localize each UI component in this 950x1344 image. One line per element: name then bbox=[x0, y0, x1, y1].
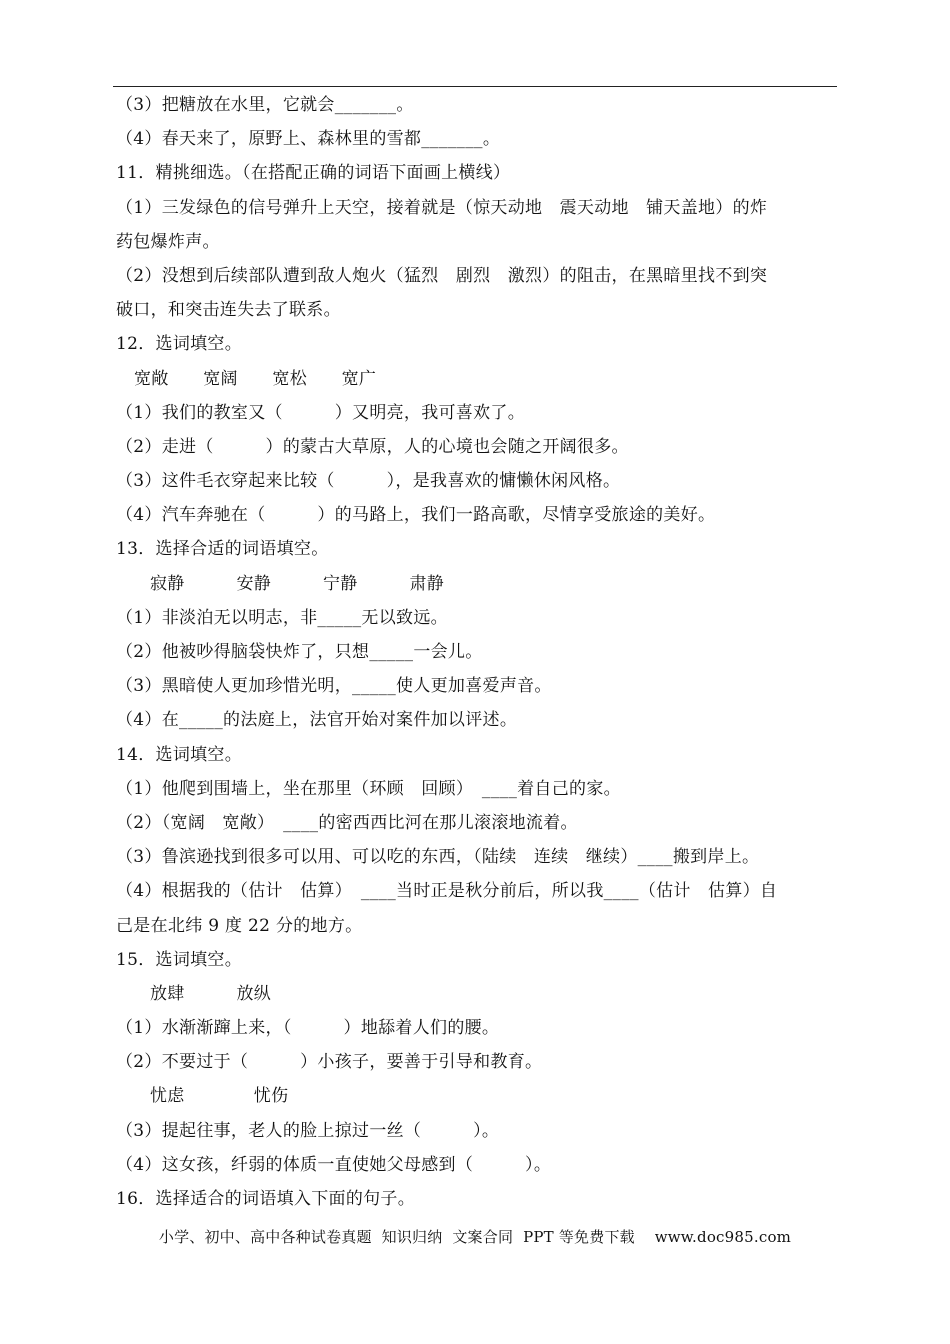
q14-item3: （3）鲁滨逊找到很多可以用、可以吃的东西，（陆续 连续 继续）____搬到岸上。 bbox=[116, 847, 760, 868]
q15-word-bank-2: 忧虑 忧伤 bbox=[150, 1086, 289, 1107]
q12-title: 12．选词填空。 bbox=[116, 334, 243, 355]
q13-word-bank: 寂静 安静 宁静 肃静 bbox=[150, 573, 445, 594]
document-body bbox=[116, 88, 836, 1216]
q12-item3: （3）这件毛衣穿起来比较（ ），是我喜欢的慵懒休闲风格。 bbox=[116, 471, 621, 492]
q13-item2: （2）他被吵得脑袋快炸了，只想_____一会儿。 bbox=[116, 642, 483, 662]
q15-title: 15．选词填空。 bbox=[116, 949, 243, 970]
q15-item2: （2）不要过于（ ）小孩子，要善于引导和教育。 bbox=[116, 1052, 543, 1073]
q11-item2-line1: （2）没想到后续部队遭到敌人炮火（猛烈 剧烈 激烈）的阻击，在黑暗里找不到突 bbox=[116, 265, 768, 286]
q11-title: 11．精挑细选。（在搭配正确的词语下面画上横线） bbox=[116, 163, 511, 184]
q14-item1: （1）他爬到围墙上，坐在那里（环顾 回顾） ____着自己的家。 bbox=[116, 778, 621, 799]
q13-item1: （1）非淡泊无以明志，非_____无以致远。 bbox=[116, 607, 448, 628]
q13-title: 13．选择合适的词语填空。 bbox=[116, 539, 329, 560]
q15-item1: （1）水渐渐蹿上来，（ ）地舔着人们的腰。 bbox=[116, 1018, 500, 1039]
page-footer: 小学、初中、高中各种试卷真题 知识归纳 文案合同 PPT 等免费下载 www.doc985.com bbox=[158, 1228, 792, 1246]
q12-item4: （4）汽车奔驰在（ ）的马路上，我们一路高歌，尽情享受旅途的美好。 bbox=[116, 505, 716, 526]
q12-word-bank: 宽敞 宽阔 宽松 宽广 bbox=[134, 368, 377, 389]
top-rule bbox=[113, 86, 837, 87]
q14-item4-line1: （4）根据我的（估计 估算） ____当时正是秋分前后，所以我____（估计 估算）自 bbox=[116, 881, 778, 902]
q14-item2: （2）（宽阔 宽敞） ____的密西西比河在那儿滚滚地流着。 bbox=[116, 812, 578, 833]
q13-item4: （4）在_____的法庭上，法官开始对案件加以评述。 bbox=[116, 710, 518, 731]
q14-item4-line2: 己是在北纬 9 度 22 分的地方。 bbox=[116, 915, 363, 936]
q12-item2: （2）走进（ ）的蒙古大草原，人的心境也会随之开阔很多。 bbox=[116, 436, 629, 457]
q16-title: 16．选择适合的词语填入下面的句子。 bbox=[116, 1189, 416, 1209]
q15-item4: （4）这女孩，纤弱的体质一直使她父母感到（ ）。 bbox=[116, 1154, 552, 1175]
q15-item3: （3）提起往事，老人的脸上掠过一丝（ ）。 bbox=[116, 1120, 500, 1141]
q10-item3: （3）把糖放在水里，它就会_______。 bbox=[116, 95, 414, 115]
q11-item1-line1: （1）三发绿色的信号弹升上天空，接着就是（惊天动地 震天动地 铺天盖地）的炸 bbox=[116, 197, 768, 218]
q11-item2-line2: 破口，和突击连失去了联系。 bbox=[116, 300, 341, 321]
q14-title: 14．选词填空。 bbox=[116, 744, 243, 765]
q13-item3: （3）黑暗使人更加珍惜光明，_____使人更加喜爱声音。 bbox=[116, 676, 552, 697]
q10-item4: （4）春天来了，原野上、森林里的雪都_______。 bbox=[116, 129, 501, 150]
q12-item1: （1）我们的教室又（ ）又明亮，我可喜欢了。 bbox=[116, 402, 526, 423]
q11-item1-line2: 药包爆炸声。 bbox=[116, 231, 220, 252]
q15-word-bank-1: 放肆 放纵 bbox=[150, 983, 272, 1004]
